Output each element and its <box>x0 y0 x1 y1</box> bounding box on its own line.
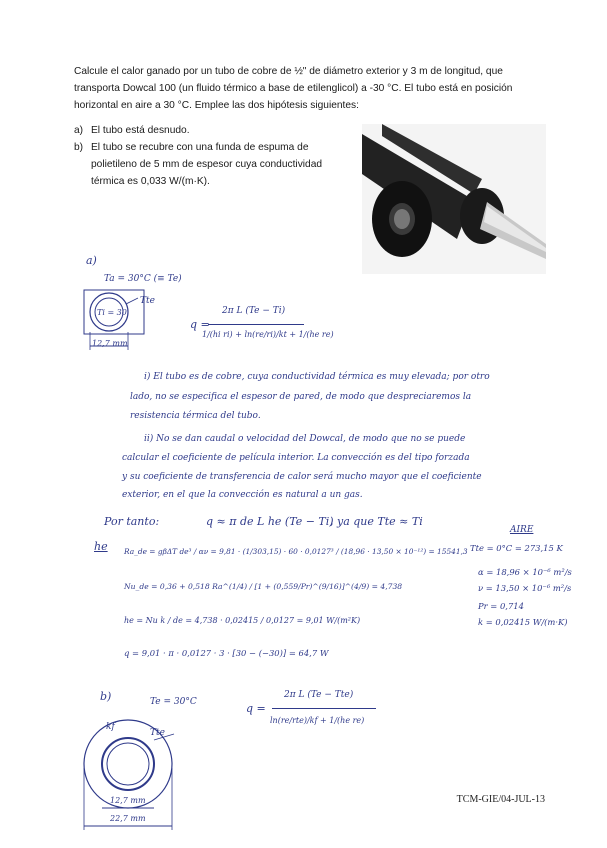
dim-a: 12,7 mm <box>92 339 128 348</box>
nusselt-eq: Nu_de = 0,36 + 0,518 Ra^(1/4) / [1 + (0,559/Pr)^(9/16)]^(4/9) = 4,738 <box>124 582 403 591</box>
q-numerator: 2π L (Te − Ti) <box>222 306 286 316</box>
q-b-numerator: 2π L (Te − Tte) <box>284 690 354 700</box>
note-i-3: resistencia térmica del tubo. <box>130 411 261 421</box>
note-i-2: lado, no se especifica el espesor de pared, de modo que despreciaremos la <box>130 392 472 402</box>
ti-label: Ti = 30 <box>97 308 127 317</box>
aire-title: AIRE <box>510 525 534 535</box>
item-b-line-3: térmica es 0,033 W/(m·K). <box>91 176 210 187</box>
rayleigh-eq: Ra_de = gβΔT de³ / αν = 9,81 · (1/303,15) · 60 · 0,0127³ / (18,96 · 13,50 × 10⁻¹²) = 15541,3 <box>124 547 468 556</box>
te-b: Te = 30°C <box>150 697 197 707</box>
q-b-fraction-line <box>272 708 376 709</box>
q-b-lhs: q = <box>246 702 266 715</box>
kf-label: kf <box>106 722 115 732</box>
tte-label: Tte <box>140 296 155 306</box>
he-eq: he = Nu k / de = 4,738 · 0,02415 / 0,0127 = 9,01 W/(m²K) <box>124 616 361 625</box>
insulated-pipe-photo <box>362 124 546 274</box>
note-ii-2: calcular el coeficiente de película interior. La convección es del tipo forzada <box>122 453 470 463</box>
aire-nu: ν = 13,50 × 10⁻⁶ m²/s <box>478 583 572 593</box>
statement-line-3: horizontal en aire a 30 °C. Emplee las dos hipótesis siguientes: <box>74 100 359 111</box>
q-denominator: 1/(hi ri) + ln(re/ri)/kt + 1/(he re) <box>202 330 334 339</box>
note-ii-3: y su coeficiente de transferencia de calor será mucho mayor que el coeficiente <box>122 472 482 482</box>
part-a-label: a) <box>86 254 97 267</box>
item-a-marker: a) <box>74 125 84 136</box>
document-footer: TCM-GIE/04-JUL-13 <box>456 794 545 805</box>
note-i-1: i) El tubo es de cobre, cuya conductividad térmica es muy elevada; por otro <box>144 372 490 382</box>
ta-note: Ta = 30°C (≡ Te) <box>104 274 182 284</box>
note-ii-4: exterior, en el que la convección es natural a un gas. <box>122 490 363 500</box>
item-b-line-1: El tubo se recubre con una funda de espuma de <box>91 142 309 153</box>
item-b-line-2: polietileno de 5 mm de espesor cuya conductividad <box>91 159 323 170</box>
q-fraction-line <box>208 324 304 325</box>
q-lhs: q = <box>190 318 210 331</box>
ya-que: , ya que Tte ≈ Ti <box>330 515 423 528</box>
aire-alpha: α = 18,96 × 10⁻⁶ m²/s <box>478 567 572 577</box>
item-b-marker: b) <box>74 142 84 153</box>
aire-pr: Pr = 0,714 <box>478 601 524 611</box>
q-simplified: q ≈ π de L he (Te − Ti) <box>206 515 334 528</box>
q-b-denominator: ln(re/rte)/kf + 1/(he re) <box>270 716 365 725</box>
statement-line-1: Calcule el calor ganado por un tubo de cobre de ½" de diámetro exterior y 3 m de longitud, que <box>74 66 503 77</box>
tte-b-label: Tte <box>150 728 165 738</box>
statement-line-2: transporta Dowcal 100 (un fluido térmico a base de etilenglicol) a -30 °C. El tubo está en posición <box>74 83 513 94</box>
aire-temperature: Tte = 0°C = 273,15 K <box>470 543 563 553</box>
he-label: he <box>94 540 108 553</box>
por-tanto: Por tanto: <box>104 515 160 528</box>
part-b-label: b) <box>100 690 112 703</box>
dim-b-outer: 22,7 mm <box>110 814 146 823</box>
aire-k: k = 0,02415 W/(m·K) <box>478 617 568 627</box>
dim-b-inner: 12,7 mm <box>110 796 146 805</box>
item-a-text: El tubo está desnudo. <box>91 125 190 136</box>
note-ii-1: ii) No se dan caudal o velocidad del Dowcal, de modo que no se puede <box>144 434 466 444</box>
q-result: q = 9,01 · π · 0,0127 · 3 · [30 − (−30)] = 64,7 W <box>124 648 329 658</box>
